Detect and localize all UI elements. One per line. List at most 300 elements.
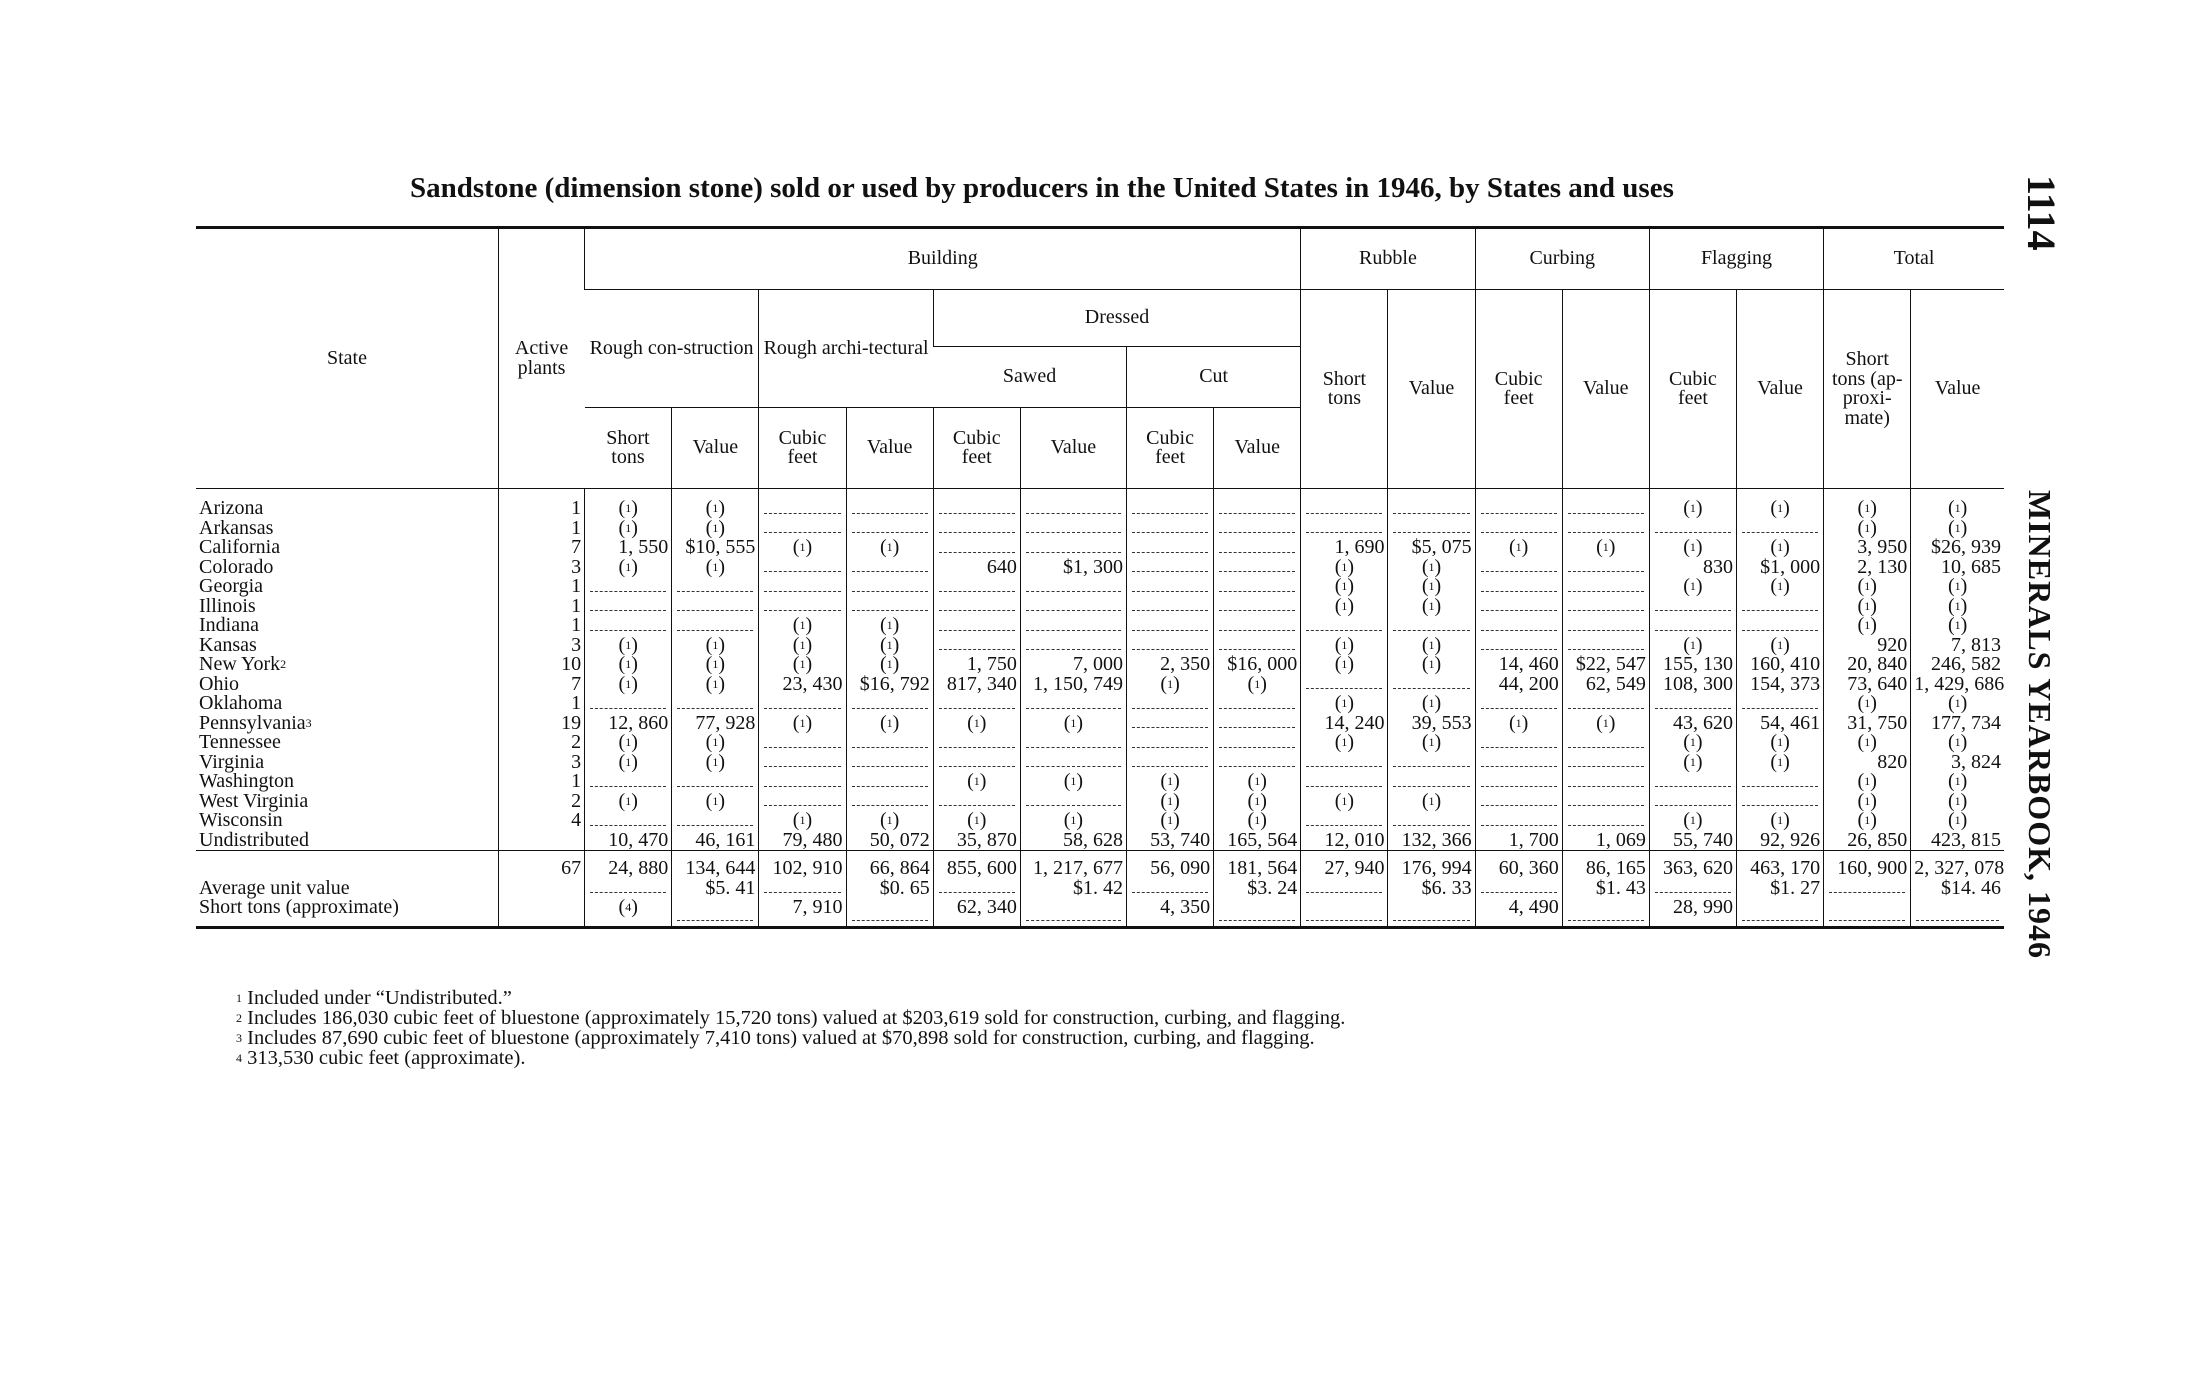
row-state: Kansas xyxy=(199,633,257,656)
table-cell xyxy=(672,694,759,714)
table-cell xyxy=(846,558,933,578)
table-cell: ($^1$) xyxy=(1301,792,1388,812)
row-active-plants: 2 xyxy=(498,733,584,753)
header-total-short-tons: Short tons (ap-proxi-mate) xyxy=(1824,290,1911,489)
row-active-plants: 1 xyxy=(498,489,584,519)
row-state: Virginia xyxy=(199,750,265,773)
table-cell: 43, 620 xyxy=(1649,714,1736,734)
table-cell: 7, 000 xyxy=(1020,655,1126,675)
table-cell xyxy=(759,694,846,714)
table-cell: 14, 460 xyxy=(1475,655,1562,675)
table-row xyxy=(196,851,2004,879)
table-cell: ($^1$) xyxy=(1301,636,1388,656)
table-cell xyxy=(1824,898,1911,927)
row-state: Oklahoma xyxy=(199,692,283,714)
table-cell: $22, 547 xyxy=(1562,655,1649,675)
table-cell: 54, 461 xyxy=(1737,714,1824,734)
table-cell xyxy=(933,577,1020,597)
table-cell: ($^1$) xyxy=(1824,694,1911,714)
table-cell xyxy=(1301,675,1388,695)
header-curbing-value: Value xyxy=(1562,290,1649,489)
header-rc-short-tons: Short tons xyxy=(585,408,672,489)
footnote-2: $^2$ Includes 186,030 cubic feet of bluestone (approximately 15,720 tons) valued at $203,619 sold for construction, curbing, and flagging. xyxy=(236,1007,1346,1029)
table-cell xyxy=(1475,577,1562,597)
data-table-wrapper xyxy=(196,226,2004,929)
table-cell xyxy=(1562,489,1649,519)
table-cell xyxy=(1737,616,1824,636)
row-state: West Virginia xyxy=(199,789,309,812)
table-cell: ($^1$) xyxy=(1824,597,1911,617)
table-cell xyxy=(759,879,846,899)
table-cell: ($^1$) xyxy=(1301,558,1388,578)
header-rubble-short-tons: Short tons xyxy=(1301,290,1388,489)
table-cell: 55, 740 xyxy=(1649,831,1736,851)
table-cell: ($^1$) xyxy=(1911,772,2004,792)
table-cell: ($^1$) xyxy=(1649,489,1736,519)
header-cut-cubic-feet: Cubic feet xyxy=(1127,408,1214,489)
table-cell: ($^1$) xyxy=(1301,733,1388,753)
table-cell: ($^1$) xyxy=(1824,792,1911,812)
row-state: Indiana xyxy=(199,614,259,636)
table-cell xyxy=(1301,772,1388,792)
row-state: California xyxy=(199,536,281,558)
table-cell xyxy=(1214,597,1301,617)
table-cell: $1, 000 xyxy=(1737,558,1824,578)
table-cell xyxy=(933,616,1020,636)
footnote-3: $^3$ Includes 87,690 cubic feet of bluestone (approximately 7,410 tons) valued at $70,898 sold for construction, curbing, and flagging. xyxy=(236,1027,1315,1049)
table-cell xyxy=(1649,597,1736,617)
table-cell xyxy=(1301,616,1388,636)
table-title: Sandstone (dimension stone) sold or used by producers in the United States in 1946, by States and uses xyxy=(410,172,1674,204)
table-cell: 1, 700 xyxy=(1475,831,1562,851)
table-cell xyxy=(1562,636,1649,656)
table-cell xyxy=(1737,597,1824,617)
table-cell: 108, 300 xyxy=(1649,675,1736,695)
header-rc-value: Value xyxy=(672,408,759,489)
table-cell xyxy=(1127,519,1214,539)
table-cell xyxy=(1911,898,2004,927)
row-active-plants: 4 xyxy=(498,811,584,831)
table-cell xyxy=(759,519,846,539)
table-row xyxy=(196,714,2004,734)
table-cell: ($^1$) xyxy=(1475,538,1562,558)
table-cell xyxy=(672,577,759,597)
row-state: Wisconsin xyxy=(199,809,283,831)
table-cell: 463, 170 xyxy=(1737,851,1824,879)
table-cell: 7, 910 xyxy=(759,898,846,927)
table-cell: ($^1$) xyxy=(1911,694,2004,714)
table-cell xyxy=(1020,898,1126,927)
table-cell xyxy=(1562,577,1649,597)
table-cell: 50, 072 xyxy=(846,831,933,851)
table-cell: 27, 940 xyxy=(1301,851,1388,879)
row-active-plants: 1 xyxy=(498,694,584,714)
table-cell xyxy=(1562,597,1649,617)
table-cell xyxy=(1214,519,1301,539)
table-cell: $1. 43 xyxy=(1562,879,1649,899)
table-cell: ($^1$) xyxy=(1127,675,1214,695)
footnote-4: $^4$ 313,530 cubic feet (approximate). xyxy=(236,1047,526,1069)
row-state: Arizona xyxy=(199,497,264,519)
table-cell: ($^1$) xyxy=(1127,772,1214,792)
table-cell: 62, 549 xyxy=(1562,675,1649,695)
table-cell: ($^1$) xyxy=(933,772,1020,792)
table-cell xyxy=(1127,636,1214,656)
table-cell xyxy=(1824,879,1911,899)
table-cell: ($^1$) xyxy=(585,558,672,578)
table-cell: $1. 42 xyxy=(1020,879,1126,899)
table-cell: ($^1$) xyxy=(1649,538,1736,558)
row-active-plants: 2 xyxy=(498,792,584,812)
table-cell: $0. 65 xyxy=(846,879,933,899)
table-cell: ($^1$) xyxy=(759,655,846,675)
table-cell xyxy=(933,519,1020,539)
table-cell xyxy=(1214,577,1301,597)
table-cell: ($^1$) xyxy=(1649,811,1736,831)
table-cell xyxy=(1388,519,1475,539)
header-flagging-cubic-feet: Cubic feet xyxy=(1649,290,1736,489)
header-rubble-value: Value xyxy=(1388,290,1475,489)
table-cell xyxy=(933,636,1020,656)
row-state: New York$^2$ xyxy=(199,653,287,675)
table-cell xyxy=(1388,489,1475,519)
table-cell: ($^1$) xyxy=(585,636,672,656)
header-rough-architectural: Rough archi-tectural xyxy=(759,290,933,408)
table-cell: 23, 430 xyxy=(759,675,846,695)
table-cell: 86, 165 xyxy=(1562,851,1649,879)
table-cell xyxy=(585,811,672,831)
table-cell: $6. 33 xyxy=(1388,879,1475,899)
table-cell: ($^1$) xyxy=(1214,675,1301,695)
table-cell: 46, 161 xyxy=(672,831,759,851)
table-cell: 12, 860 xyxy=(585,714,672,734)
table-cell xyxy=(1475,694,1562,714)
table-cell xyxy=(1214,558,1301,578)
row-state: Undistributed xyxy=(199,828,309,851)
table-cell xyxy=(933,597,1020,617)
table-cell: ($^1$) xyxy=(1475,714,1562,734)
table-cell xyxy=(1020,753,1126,773)
table-cell: ($^1$) xyxy=(846,616,933,636)
table-cell: ($^1$) xyxy=(759,714,846,734)
table-cell: 423, 815 xyxy=(1911,831,2004,851)
row-active-plants: 3 xyxy=(498,753,584,773)
table-cell xyxy=(1301,519,1388,539)
table-cell: 62, 340 xyxy=(933,898,1020,927)
table-row xyxy=(196,616,2004,636)
table-cell xyxy=(1562,811,1649,831)
table-cell: 154, 373 xyxy=(1737,675,1824,695)
table-row xyxy=(196,733,2004,753)
table-cell: 7, 813 xyxy=(1911,636,2004,656)
header-ra-cubic-feet: Cubic feet xyxy=(759,408,846,489)
table-cell: ($^1$) xyxy=(585,489,672,519)
table-cell: 1, 750 xyxy=(933,655,1020,675)
table-cell xyxy=(1388,616,1475,636)
table-cell xyxy=(1127,733,1214,753)
table-cell xyxy=(1214,636,1301,656)
table-cell: 177, 734 xyxy=(1911,714,2004,734)
table-cell: 3, 950 xyxy=(1824,538,1911,558)
header-cut: Cut xyxy=(1127,347,1301,408)
table-header xyxy=(196,228,2004,489)
table-cell: 77, 928 xyxy=(672,714,759,734)
table-cell: ($^1$) xyxy=(1388,792,1475,812)
table-cell xyxy=(846,694,933,714)
header-flagging-value: Value xyxy=(1737,290,1824,489)
table-cell: ($^1$) xyxy=(672,733,759,753)
table-cell xyxy=(585,577,672,597)
table-cell xyxy=(1020,577,1126,597)
row-active-plants: 1 xyxy=(498,616,584,636)
table-cell: ($^1$) xyxy=(585,519,672,539)
table-cell: 1, 429, 686 xyxy=(1911,675,2004,695)
table-cell: 102, 910 xyxy=(759,851,846,879)
table-cell xyxy=(1475,792,1562,812)
table-row xyxy=(196,831,2004,851)
table-cell xyxy=(1301,753,1388,773)
table-cell xyxy=(1737,519,1824,539)
table-cell xyxy=(1020,636,1126,656)
table-cell: ($^1$) xyxy=(1301,655,1388,675)
table-cell: ($^1$) xyxy=(1737,753,1824,773)
table-cell xyxy=(1127,577,1214,597)
table-cell xyxy=(1475,597,1562,617)
table-cell: 28, 990 xyxy=(1649,898,1736,927)
table-cell xyxy=(1301,879,1388,899)
table-cell: ($^1$) xyxy=(1214,772,1301,792)
table-cell: 2, 130 xyxy=(1824,558,1911,578)
table-cell: ($^1$) xyxy=(1824,811,1911,831)
page-number: 1114 xyxy=(2019,175,2064,251)
table-cell: ($^1$) xyxy=(672,636,759,656)
row-state: Georgia xyxy=(199,575,264,597)
table-cell xyxy=(585,879,672,899)
table-cell: ($^1$) xyxy=(1301,597,1388,617)
table-row xyxy=(196,811,2004,831)
table-cell xyxy=(1475,636,1562,656)
table-cell xyxy=(759,558,846,578)
row-active-plants xyxy=(498,898,584,927)
table-cell: ($^1$) xyxy=(1911,489,2004,519)
table-cell: ($^1$) xyxy=(672,489,759,519)
table-cell xyxy=(1127,879,1214,899)
table-cell: ($^1$) xyxy=(1737,577,1824,597)
table-cell: 363, 620 xyxy=(1649,851,1736,879)
table-cell: ($^1$) xyxy=(1649,577,1736,597)
table-cell xyxy=(933,753,1020,773)
table-cell: 56, 090 xyxy=(1127,851,1214,879)
table-cell xyxy=(672,616,759,636)
table-cell xyxy=(1020,792,1126,812)
table-cell: 4, 490 xyxy=(1475,898,1562,927)
header-sawed-cubic-feet: Cubic feet xyxy=(933,408,1020,489)
row-state: Colorado xyxy=(199,555,274,578)
table-cell: ($^1$) xyxy=(1649,636,1736,656)
table-cell xyxy=(846,772,933,792)
table-cell: 10, 685 xyxy=(1911,558,2004,578)
table-cell: ($^1$) xyxy=(672,655,759,675)
table-cell: 132, 366 xyxy=(1388,831,1475,851)
table-cell xyxy=(846,489,933,519)
table-cell: 3, 824 xyxy=(1911,753,2004,773)
table-cell xyxy=(1214,753,1301,773)
header-state: State xyxy=(196,228,498,489)
table-cell: 155, 130 xyxy=(1649,655,1736,675)
header-flagging: Flagging xyxy=(1649,228,1823,290)
table-cell: ($^1$) xyxy=(1737,733,1824,753)
table-cell xyxy=(1214,714,1301,734)
table-cell xyxy=(846,519,933,539)
data-table xyxy=(196,226,2004,929)
table-cell xyxy=(1475,733,1562,753)
table-cell: 1, 217, 677 xyxy=(1020,851,1126,879)
footnote-1: $^1$ Included under “Undistributed.” xyxy=(236,987,512,1009)
table-cell xyxy=(1475,879,1562,899)
row-state: Pennsylvania$^3$ xyxy=(199,711,312,734)
table-cell: $16, 000 xyxy=(1214,655,1301,675)
table-cell xyxy=(1475,753,1562,773)
table-cell xyxy=(1737,694,1824,714)
table-cell: ($^1$) xyxy=(1388,733,1475,753)
table-row xyxy=(196,538,2004,558)
table-cell: ($^1$) xyxy=(1737,811,1824,831)
table-cell: $10, 555 xyxy=(672,538,759,558)
table-cell: ($^1$) xyxy=(933,811,1020,831)
table-cell xyxy=(1020,538,1126,558)
table-cell xyxy=(759,597,846,617)
table-cell xyxy=(846,898,933,927)
footnotes xyxy=(236,988,1345,1068)
table-cell xyxy=(585,616,672,636)
table-cell xyxy=(846,597,933,617)
table-row xyxy=(196,772,2004,792)
table-cell: ($^1$) xyxy=(1824,577,1911,597)
table-cell: ($^1$) xyxy=(672,519,759,539)
header-active-plants: Active plants xyxy=(498,228,584,489)
table-cell xyxy=(1214,898,1301,927)
table-cell xyxy=(933,538,1020,558)
table-cell xyxy=(759,792,846,812)
table-cell xyxy=(1649,519,1736,539)
table-cell: 1, 150, 749 xyxy=(1020,675,1126,695)
table-cell: 246, 582 xyxy=(1911,655,2004,675)
table-cell xyxy=(1475,489,1562,519)
table-cell: 1, 069 xyxy=(1562,831,1649,851)
table-cell xyxy=(846,733,933,753)
header-rubble: Rubble xyxy=(1301,228,1475,290)
table-cell: ($^1$) xyxy=(1388,597,1475,617)
header-sawed-value: Value xyxy=(1020,408,1126,489)
table-row xyxy=(196,898,2004,927)
table-cell: ($^1$) xyxy=(1388,558,1475,578)
table-cell xyxy=(1649,772,1736,792)
table-cell: ($^1$) xyxy=(1911,577,2004,597)
table-cell: 66, 864 xyxy=(846,851,933,879)
table-cell xyxy=(1301,489,1388,519)
table-cell xyxy=(1127,489,1214,519)
table-cell: ($^1$) xyxy=(1824,616,1911,636)
table-cell xyxy=(1020,519,1126,539)
table-cell: 31, 750 xyxy=(1824,714,1911,734)
table-row xyxy=(196,879,2004,899)
table-cell: ($^1$) xyxy=(1562,538,1649,558)
table-cell xyxy=(1127,714,1214,734)
table-cell xyxy=(1388,772,1475,792)
table-cell: ($^1$) xyxy=(1127,792,1214,812)
table-cell xyxy=(1127,597,1214,617)
table-cell: ($^1$) xyxy=(1388,694,1475,714)
table-row xyxy=(196,694,2004,714)
header-ra-value: Value xyxy=(846,408,933,489)
table-cell xyxy=(1214,694,1301,714)
table-cell xyxy=(759,753,846,773)
table-cell: ($^1$) xyxy=(1911,519,2004,539)
table-cell xyxy=(1388,811,1475,831)
table-cell: 181, 564 xyxy=(1214,851,1301,879)
table-cell: 53, 740 xyxy=(1127,831,1214,851)
table-cell: 134, 644 xyxy=(672,851,759,879)
table-cell: $5, 075 xyxy=(1388,538,1475,558)
table-cell xyxy=(1562,898,1649,927)
table-cell xyxy=(1020,733,1126,753)
table-cell: 160, 410 xyxy=(1737,655,1824,675)
header-dressed: Dressed xyxy=(933,290,1301,347)
table-cell: $1. 27 xyxy=(1737,879,1824,899)
table-row xyxy=(196,655,2004,675)
table-cell: ($^1$) xyxy=(1737,538,1824,558)
table-cell xyxy=(1475,772,1562,792)
table-cell: 176, 994 xyxy=(1388,851,1475,879)
table-cell: 20, 840 xyxy=(1824,655,1911,675)
table-cell xyxy=(1649,879,1736,899)
table-cell: $14. 46 xyxy=(1911,879,2004,899)
table-cell xyxy=(1562,792,1649,812)
table-cell: ($^1$) xyxy=(1911,792,2004,812)
table-cell: ($^1$) xyxy=(1301,577,1388,597)
table-cell xyxy=(585,772,672,792)
table-cell xyxy=(1737,772,1824,792)
header-curbing-cubic-feet: Cubic feet xyxy=(1475,290,1562,489)
table-cell xyxy=(672,772,759,792)
header-curbing: Curbing xyxy=(1475,228,1649,290)
row-state: Ohio xyxy=(199,672,239,695)
row-state: Tennessee xyxy=(199,731,281,753)
table-cell: 855, 600 xyxy=(933,851,1020,879)
table-cell xyxy=(933,694,1020,714)
table-cell: ($^1$) xyxy=(846,655,933,675)
table-cell: 160, 900 xyxy=(1824,851,1911,879)
table-cell: ($^1$) xyxy=(1388,636,1475,656)
row-active-plants: 1 xyxy=(498,597,584,617)
table-cell xyxy=(846,753,933,773)
table-cell xyxy=(1127,616,1214,636)
table-cell xyxy=(1301,898,1388,927)
table-cell: 24, 880 xyxy=(585,851,672,879)
table-cell: ($^1$) xyxy=(585,655,672,675)
row-active-plants: 1 xyxy=(498,577,584,597)
row-state: Short tons (approximate) xyxy=(196,898,498,927)
row-active-plants: 7 xyxy=(498,538,584,558)
table-cell xyxy=(1020,597,1126,617)
row-active-plants: 3 xyxy=(498,558,584,578)
table-cell: ($^1$) xyxy=(585,733,672,753)
table-cell xyxy=(1127,694,1214,714)
table-cell xyxy=(1214,489,1301,519)
table-cell: 820 xyxy=(1824,753,1911,773)
row-state xyxy=(196,851,498,879)
table-cell xyxy=(933,879,1020,899)
